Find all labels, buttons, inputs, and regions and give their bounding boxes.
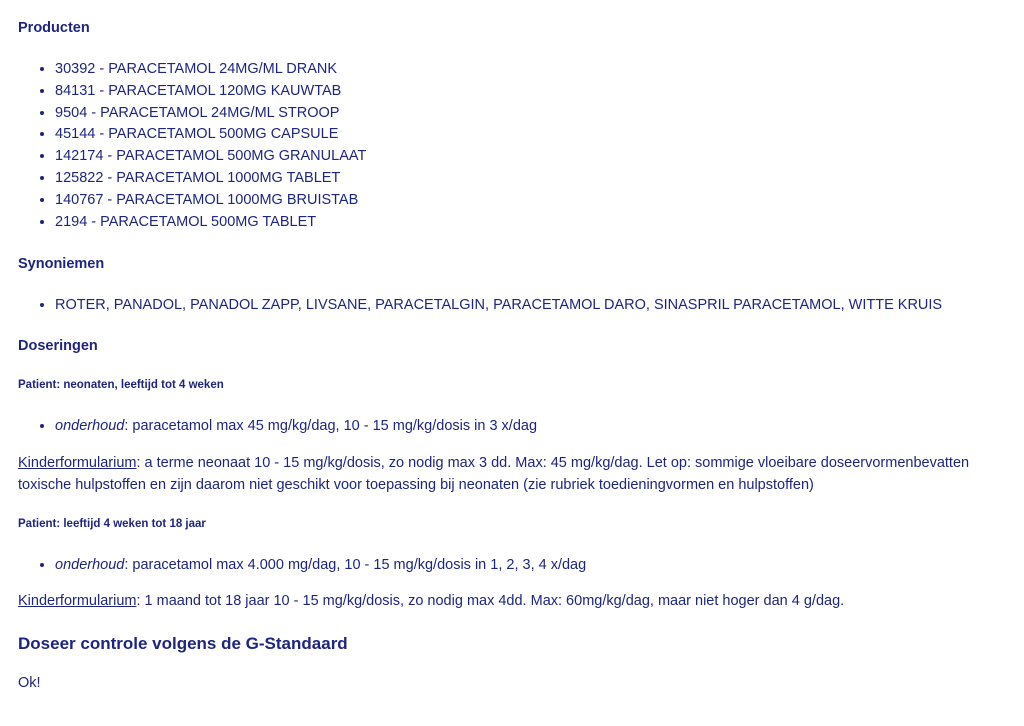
controle-result: Ok! [18, 675, 41, 691]
note-text: : a terme neonaat 10 - 15 mg/kg/dosis, zo nodig max 3 dd. Max: 45 mg/kg/dag. Let op: sommige vloeibare doseervormenbevatten toxische hulpstoffen en zijn daarom niet geschikt voor toepassing bij neonaten (zie rubriek toedieningvormen en hulpstoffen) [18, 455, 970, 493]
dose-list [18, 555, 586, 577]
kinderformularium-note [18, 591, 1008, 613]
section-heading-doseringen: Doseringen [18, 338, 98, 354]
kinderformularium-link[interactable]: Kinderformularium [18, 455, 137, 471]
list-item: • ROTER, PANADOL, PANADOL ZAPP, LIVSANE, PARACETALGIN, PARACETAMOL DARO, SINASPRIL PARACETAMOL, WITTE KRUIS [55, 295, 942, 317]
dose-text: : paracetamol max 45 mg/kg/dag, 10 - 15 mg/kg/dosis in 3 x/dag [124, 418, 538, 434]
kinderformularium-link[interactable]: Kinderformularium [18, 593, 137, 609]
list-item: • 9504 - PARACETAMOL 24MG/ML STROOP [55, 103, 366, 125]
dose-list [18, 416, 537, 438]
section-heading-synoniemen: Synoniemen [18, 256, 105, 272]
kinderformularium-note [18, 453, 1008, 497]
list-item: • 125822 - PARACETAMOL 1000MG TABLET [55, 168, 366, 190]
synoniemen-list [18, 295, 942, 317]
list-item: • 2194 - PARACETAMOL 500MG TABLET [55, 212, 366, 234]
note-text: : 1 maand tot 18 jaar 10 - 15 mg/kg/dosis, zo nodig max 4dd. Max: 60mg/kg/dag, maar niet hoger dan 4 g/dag. [136, 593, 845, 609]
dose-label: onderhoud [55, 418, 125, 434]
list-item: • 140767 - PARACETAMOL 1000MG BRUISTAB [55, 190, 366, 212]
patient-group-heading: Patient: neonaten, leeftijd tot 4 weken [18, 379, 224, 391]
list-item: • 30392 - PARACETAMOL 24MG/ML DRANK [55, 59, 366, 81]
section-heading-producten: Producten [18, 20, 90, 36]
list-item: • 142174 - PARACETAMOL 500MG GRANULAAT [55, 146, 366, 168]
list-item: • 45144 - PARACETAMOL 500MG CAPSULE [55, 124, 366, 146]
dose-text: : paracetamol max 4.000 mg/dag, 10 - 15 mg/kg/dosis in 1, 2, 3, 4 x/dag [124, 557, 587, 573]
producten-list [18, 59, 366, 233]
list-item: • 84131 - PARACETAMOL 120MG KAUWTAB [55, 81, 366, 103]
patient-group-heading: Patient: leeftijd 4 weken tot 18 jaar [18, 518, 206, 530]
dose-item [55, 416, 537, 438]
dose-item [55, 555, 586, 577]
dose-label: onderhoud [55, 557, 125, 573]
section-heading-doseer-controle: Doseer controle volgens de G-Standaard [18, 634, 348, 653]
